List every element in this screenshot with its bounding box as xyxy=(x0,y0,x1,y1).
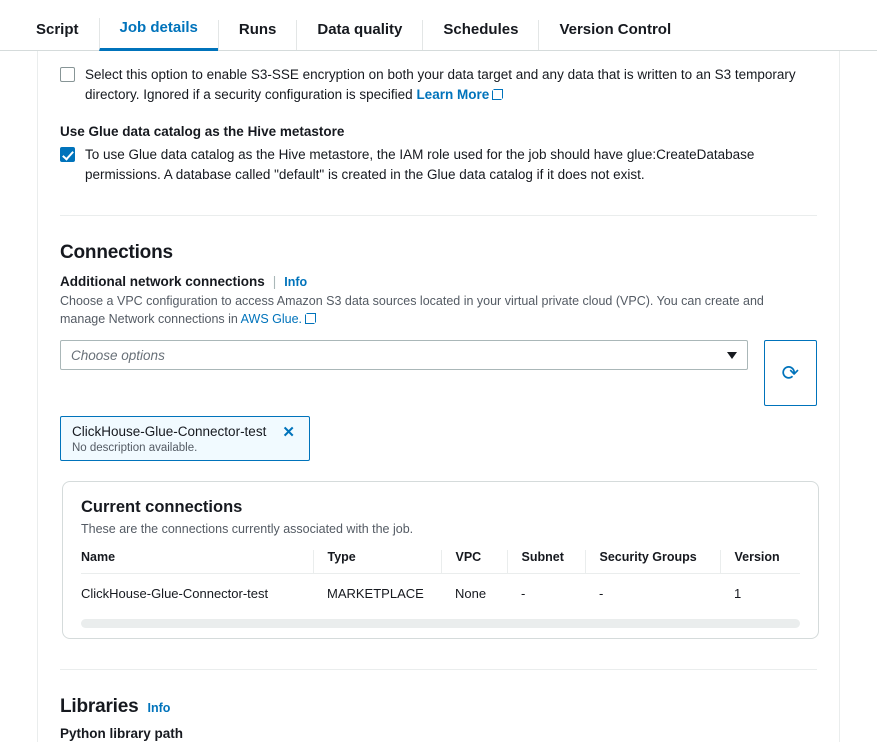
refresh-icon: ⟳ xyxy=(781,361,800,385)
s3-sse-checkbox[interactable] xyxy=(60,67,75,82)
cell-name: ClickHouse-Glue-Connector-test xyxy=(81,586,269,601)
hive-metastore-heading: Use Glue data catalog as the Hive metastore xyxy=(60,124,345,139)
section-divider-2 xyxy=(60,669,817,670)
python-library-path-label: Python library path xyxy=(60,726,184,741)
connections-info-link[interactable]: Info xyxy=(284,275,308,289)
cell-vpc: None xyxy=(455,586,487,601)
column-header-security-groups[interactable]: Security Groups xyxy=(585,550,720,574)
libraries-info-link[interactable]: Info xyxy=(147,701,171,715)
hive-metastore-label: To use Glue data catalog as the Hive metastore, the IAM role used for the job should have glue:CreateDatabase permissions. A database called "default" is created in the Glue data catalog if it does not exist. xyxy=(85,147,755,182)
connections-description-text: Choose a VPC configuration to access Amazon S3 data sources located in your virtual private cloud (VPC). You can create and manage Network connections in xyxy=(60,294,764,326)
s3-sse-option-row[interactable] xyxy=(60,65,817,105)
cell-version: 1 xyxy=(734,586,742,601)
table-header-row xyxy=(81,550,800,574)
connections-select-placeholder: Choose options xyxy=(71,347,165,363)
cell-subnet: - xyxy=(521,586,526,601)
section-divider-1 xyxy=(60,215,817,216)
external-link-icon-glue xyxy=(305,313,316,324)
refresh-connections-button[interactable] xyxy=(764,340,818,406)
selected-connection-token[interactable] xyxy=(60,416,310,461)
tab-job-details[interactable]: Job details xyxy=(99,18,218,51)
current-connections-card xyxy=(62,481,819,639)
current-connections-title: Current connections xyxy=(81,498,243,516)
column-header-vpc[interactable]: VPC xyxy=(441,550,507,574)
column-header-version[interactable]: Version xyxy=(720,550,800,574)
connections-section-title: Connections xyxy=(60,242,173,263)
connections-select[interactable] xyxy=(60,340,748,370)
tab-bar xyxy=(0,0,877,51)
table-horizontal-scrollbar[interactable] xyxy=(81,619,800,628)
tab-data-quality[interactable]: Data quality xyxy=(296,20,422,50)
column-header-type[interactable]: Type xyxy=(313,550,441,574)
additional-network-connections-label: Additional network connections xyxy=(60,274,265,289)
remove-token-icon[interactable]: ✕ xyxy=(282,424,295,441)
cell-type: MARKETPLACE xyxy=(327,586,424,601)
additional-network-connections-label-row xyxy=(60,274,817,289)
tab-version-control[interactable]: Version Control xyxy=(538,20,691,50)
current-connections-table xyxy=(81,550,800,611)
column-header-subnet[interactable]: Subnet xyxy=(507,550,585,574)
token-title: ClickHouse-Glue-Connector-test xyxy=(72,424,267,439)
s3-sse-label xyxy=(85,65,805,105)
libraries-title-row xyxy=(60,696,817,718)
table-row xyxy=(81,574,800,612)
column-header-name[interactable]: Name xyxy=(81,550,313,574)
chevron-down-icon xyxy=(727,352,737,359)
tab-script[interactable]: Script xyxy=(36,21,79,38)
hive-metastore-option-row[interactable] xyxy=(60,145,817,185)
s3-sse-text: Select this option to enable S3-SSE encryption on both your data target and any data that is written to an S3 temporary directory. Ignored if a security configuration is specified xyxy=(85,67,796,102)
connections-description xyxy=(60,292,800,328)
label-separator: | xyxy=(272,274,277,289)
job-details-panel xyxy=(37,51,840,742)
aws-glue-link[interactable]: AWS Glue. xyxy=(240,312,303,326)
connections-select-row xyxy=(60,340,817,406)
libraries-section-title: Libraries xyxy=(60,696,139,717)
tab-runs[interactable]: Runs xyxy=(218,20,297,50)
cell-security-groups: - xyxy=(599,586,604,601)
learn-more-link[interactable]: Learn More xyxy=(416,87,490,102)
token-subtitle: No description available. xyxy=(72,442,198,454)
hive-metastore-checkbox[interactable] xyxy=(60,147,75,162)
token-text xyxy=(72,423,266,454)
external-link-icon xyxy=(492,89,503,100)
current-connections-subtitle: These are the connections currently associated with the job. xyxy=(81,522,414,536)
tab-schedules[interactable]: Schedules xyxy=(422,20,538,50)
